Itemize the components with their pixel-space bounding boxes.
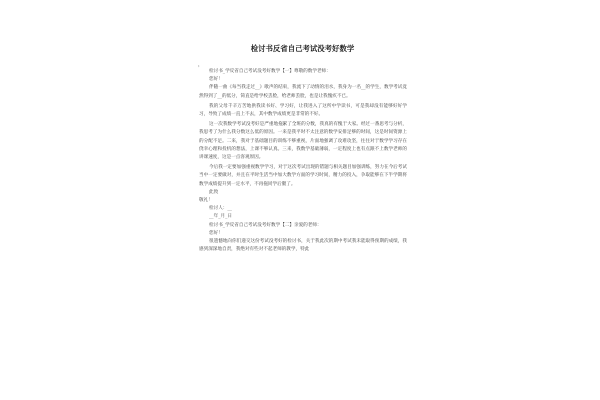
signature-line: 检讨人：__: [209, 206, 232, 212]
paragraph-resolution: 今后我一定要加强重视数学学习，对于这次考试出现的错题与相关题目加强训练，努力在今后考试当中一定要做对，并且在平时生活当中加大数学方面的学习时间，精力的投入，争取能够在下半学期将数学成绩提升到一定水平，不再拖同学后腿了。: [199, 165, 407, 187]
paragraph-intro: 伴随一曲《每当我走过__》歌声的结束，我流下了动情的泪水，我身为一名__的学生，数学考试竟然得到了__的低分，简直是给学校丢脸，给老师丢脸，也是让我愧疚不已。: [199, 85, 407, 99]
closing-jingli: 敬礼！: [199, 198, 213, 204]
margin-mark: ，: [198, 62, 204, 68]
paragraph-greeting-1: 您好！: [209, 77, 223, 83]
closing-cizhi: 此致: [209, 189, 219, 195]
date-line: __年_月_日: [209, 214, 232, 220]
document-body: [199, 68, 407, 254]
paragraph-heading-2: 检讨书_学反省自己考试没考好数学【二】亲爱的老师：: [209, 222, 322, 228]
paragraph-parents: 我的父母千辛万苦地供我读书好、学习好，让我进入了这所中学读书，可是我却没有能够好好学习，导致了成绩一直上不去，其中数学成绩更是非常的不好。: [199, 103, 407, 118]
paragraph-second-intro: 很遗憾地向你们递交这份考试没考好的检讨书，关于我此次的期中考试我未能取得预期的成绩，我感到深深地自责，我绝对有些对不起老师的教学，特此: [199, 239, 407, 253]
paragraph-reasons: 这一次我数学考试没考好是严重地拖累了全班的分数，我真的有愧于大家。经过一番思考与分析，我思考了为什么我分数这么低的原因。一来是我平时不太注意的数学安排足够的时间，这是时间资源上的分配不足。二来，我对于基础题目的训练不够重视，片面地强调了攻难攻坚，往往对于数学学习存在侥幸心理和投机的想法，上课不够认真。三来，我数学基础薄弱，一定程度上也有点跟不上数学老师的讲课速度，这是一点客观原因。: [199, 122, 407, 161]
document-title: 检讨书反省自己考试没考好数学: [250, 44, 355, 53]
paragraph-greeting-2: 您好！: [209, 230, 223, 236]
document-page: [195, 38, 410, 400]
paragraph-heading-1: 检讨书_学反省自己考试没考好数学【一】尊敬的数学老师：: [209, 69, 331, 74]
